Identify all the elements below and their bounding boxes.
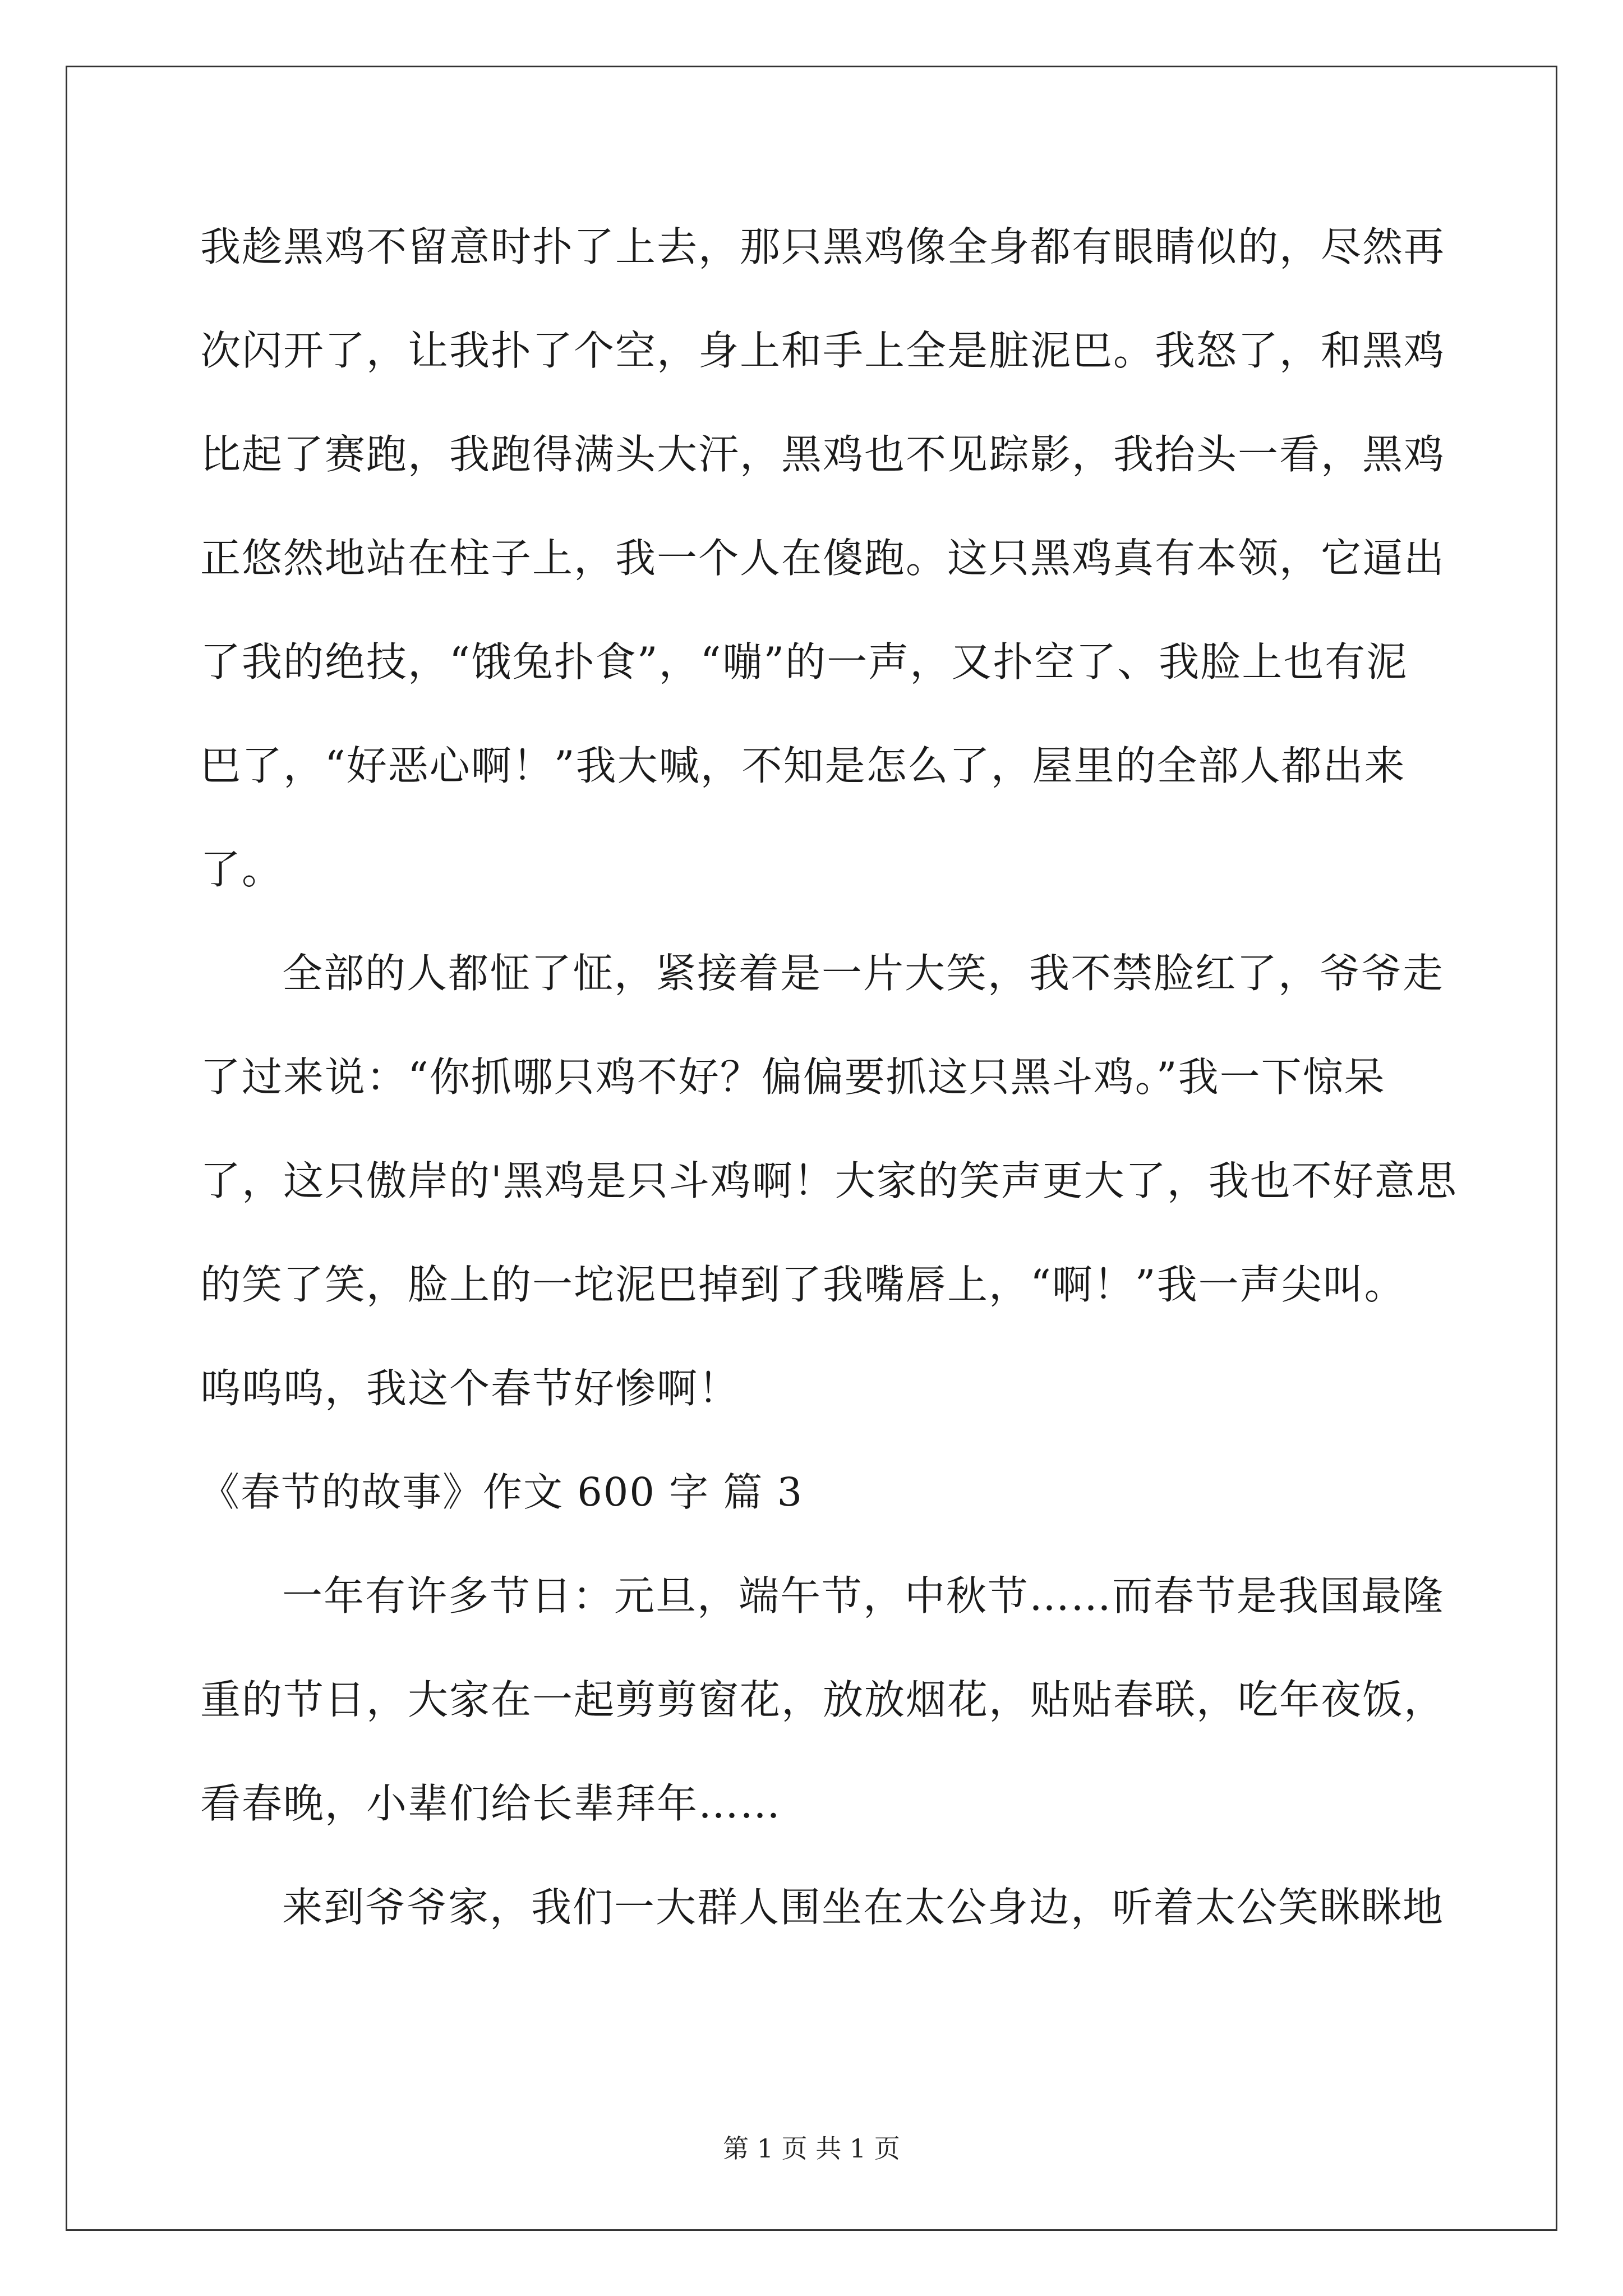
paragraph [200, 208, 1446, 934]
text-line: 正悠然地站在柱子上，我一个人在傻跑。这只黑鸡真有本领，它逼出 [200, 535, 1446, 582]
text-line: 我趁黑鸡不留意时扑了上去，那只黑鸡像全身都有眼睛似的，尽然再 [200, 223, 1446, 270]
text-line: 全部的人都怔了怔，紧接着是一片大笑，我不禁脸红了，爷爷走 [282, 950, 1445, 997]
text-line: 了我的绝技，“饿兔扑食”，“嘣”的一声，又扑空了、我脸上也有泥 [200, 638, 1408, 685]
text-line: 了过来说：“你抓哪只鸡不好？偏偏要抓这只黑斗鸡。”我一下惊呆 [200, 1053, 1386, 1101]
text-line: 呜呜呜，我这个春节好惨啊！ [200, 1365, 740, 1412]
text-line: 次闪开了，让我扑了个空，身上和手上全是脏泥巴。我怒了，和黑鸡 [200, 327, 1446, 374]
paragraph [200, 1868, 1445, 1972]
text-line: 巴了，“好恶心啊！”我大喊，不知是怎么了，屋里的全部人都出来 [200, 742, 1406, 789]
text-line: 了，这只傲岸的'黑鸡是只斗鸡啊！大家的笑声更大了，我也不好意思 [200, 1157, 1458, 1204]
paragraph [200, 934, 1458, 1453]
text-line: 来到爷爷家，我们一大群人围坐在太公身边，听着太公笑眯眯地 [282, 1884, 1445, 1931]
text-line: 看春晚，小辈们给长辈拜年…… [200, 1780, 782, 1827]
section-heading: 《春节的故事》作文 600 字 篇 3 [200, 1469, 804, 1515]
text-line: 比起了赛跑，我跑得满头大汗，黑鸡也不见踪影，我抬头一看，黑鸡 [200, 431, 1446, 478]
text-line: 的笑了笑，脸上的一坨泥巴掉到了我嘴唇上，“啊！”我一声尖叫。 [200, 1261, 1406, 1308]
paragraph [200, 1557, 1446, 1868]
text-line: 重的节日，大家在一起剪剪窗花，放放烟花，贴贴春联，吃年夜饭， [200, 1676, 1446, 1723]
document-body [200, 208, 1458, 1972]
page-footer: 第 1 页 共 1 页 [723, 2133, 900, 2164]
text-line: 一年有许多节日：元旦，端午节，中秋节……而春节是我国最隆 [282, 1572, 1445, 1619]
text-line: 了。 [200, 846, 284, 893]
